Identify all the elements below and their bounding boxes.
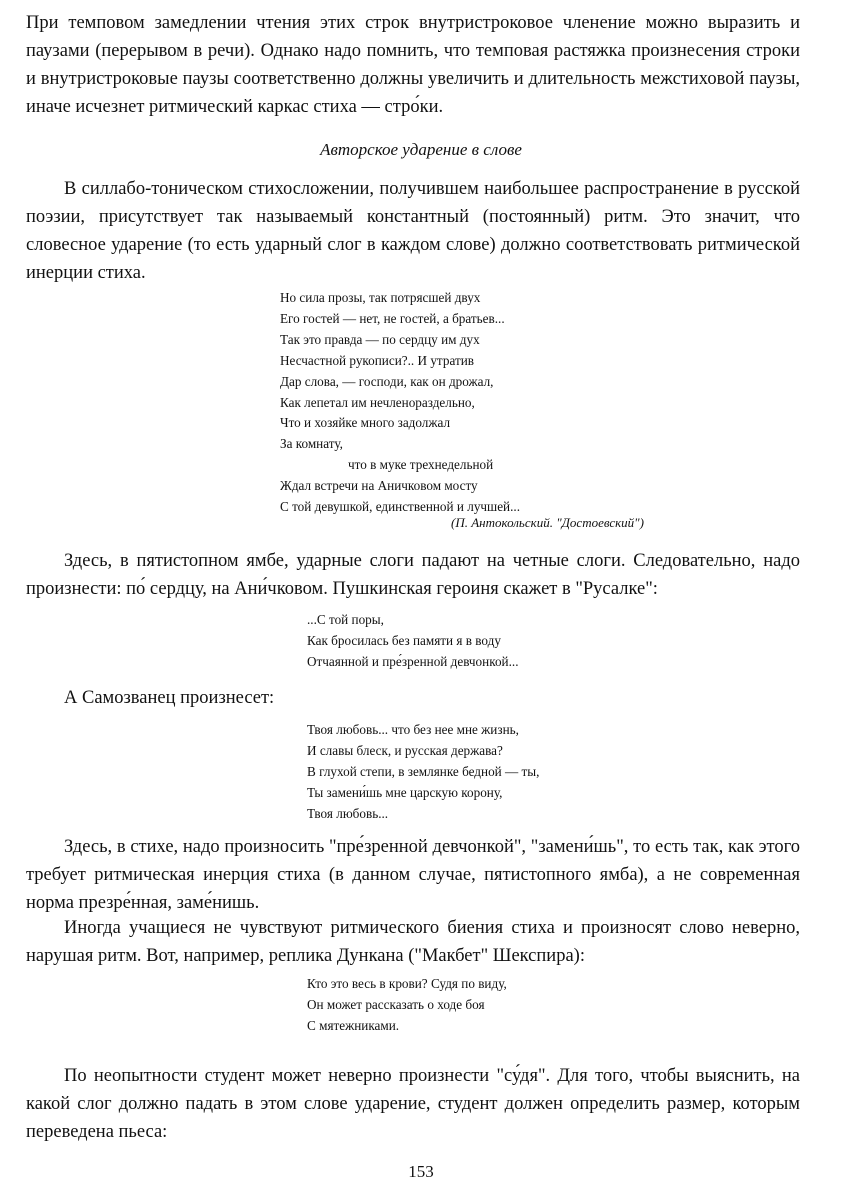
paragraph-iambic-stress: Здесь, в пятистопном ямбе, ударные слоги падают на четные слоги. Следовательно, надо произнести: по́ сердцу, на Ани́чковом. Пушкинская героиня скажет в "Русалке": (26, 551, 800, 599)
verse-line: Несчастной рукописи?.. И утратив (280, 352, 475, 368)
paragraph-impostor: А Самозванец произнесет: (64, 688, 275, 708)
section-heading: Авторское ударение в слове (320, 140, 522, 159)
verse-line: Ты замени́шь мне царскую корону, (307, 784, 503, 800)
verse-line: Но сила прозы, так потрясшей двух (280, 290, 481, 305)
verse-line: Твоя любовь... что без нее мне жизнь, (307, 722, 519, 737)
paragraph-duncan: Иногда учащиеся не чувствуют ритмического биения стиха и произносят слово неверно, нарушая ритм. Вот, например, реплика Дункана ("Макбет" Шекспира): (26, 918, 800, 966)
verse-line: Отчаянной и пре́зренной девчонкой... (307, 653, 519, 669)
verse-line: За комнату, (280, 436, 343, 452)
verse-antokolsky (280, 288, 520, 518)
paragraph-stress-norm: Здесь, в стихе, надо произносить "пре́зренной девчонкой", "замени́шь", то есть так, как этого требует ритмическая инерция стиха (в данном случае, пятистопного ямба), а не современная норма презре́нная, заме́нишь. (26, 837, 800, 913)
verse-line: Ждал встречи на Аничковом мосту (280, 478, 478, 494)
paragraph-syllabo-tonic: В силлабо-тоническом стихосложении, получившем наибольшее распространение в русской поэзии, присутствует так называемый константный (постоянный) ритм. Это значит, что словесное ударение (то есть ударный слог в каждом слове) должно соответствовать ритмической инерции стиха. (26, 179, 800, 283)
verse-line: В глухой степи, в землянке бедной — ты, (307, 763, 540, 779)
page-number: 153 (408, 1162, 434, 1181)
verse-line: Так это правда — по сердцу им дух (280, 331, 480, 347)
verse-line: С той девушкой, единственной и лучшей... (280, 499, 521, 515)
verse-line: Твоя любовь... (307, 805, 389, 821)
verse-line: что в муке трехнедельной (348, 457, 494, 473)
verse-line: Что и хозяйке много задолжал (280, 415, 451, 431)
verse-line: С мятежниками. (307, 1017, 400, 1033)
verse-line: Как бросилась без памяти я в воду (307, 632, 501, 648)
paragraph-inexperience: По неопытности студент может неверно произнести "су́дя". Для того, чтобы выяснить, на какой слог должно падать в этом слове ударение, студент должен определить размер, которым переведена пьеса: (26, 1066, 800, 1142)
verse-impostor (307, 720, 539, 825)
paragraph-tempo-pauses: При темповом замедлении чтения этих строк внутристроковое членение можно выразить и паузами (перерывом в речи). Однако надо помнить, что темповая растяжка произнесения строки и внутристроковые паузы соответственно должны увеличить и длительность межстиховой паузы, иначе исчезнет ритмический каркас стиха — стро́ки. (26, 13, 800, 117)
verse-macbeth (307, 974, 507, 1037)
verse-line: Как лепетал им нечленораздельно, (280, 394, 475, 410)
verse-attribution: (П. Антокольский. "Достоевский") (451, 515, 644, 530)
verse-line: И славы блеск, и русская держава? (307, 742, 503, 758)
verse-line: ...С той поры, (307, 612, 384, 627)
verse-line: Он может рассказать о ходе боя (307, 996, 485, 1012)
verse-line: Кто это весь в крови? Судя по виду, (307, 976, 507, 991)
verse-line: Дар слова, — господи, как он дрожал, (280, 373, 494, 389)
verse-rusalka (307, 610, 519, 673)
verse-line: Его гостей — нет, не гостей, а братьев... (280, 310, 505, 326)
